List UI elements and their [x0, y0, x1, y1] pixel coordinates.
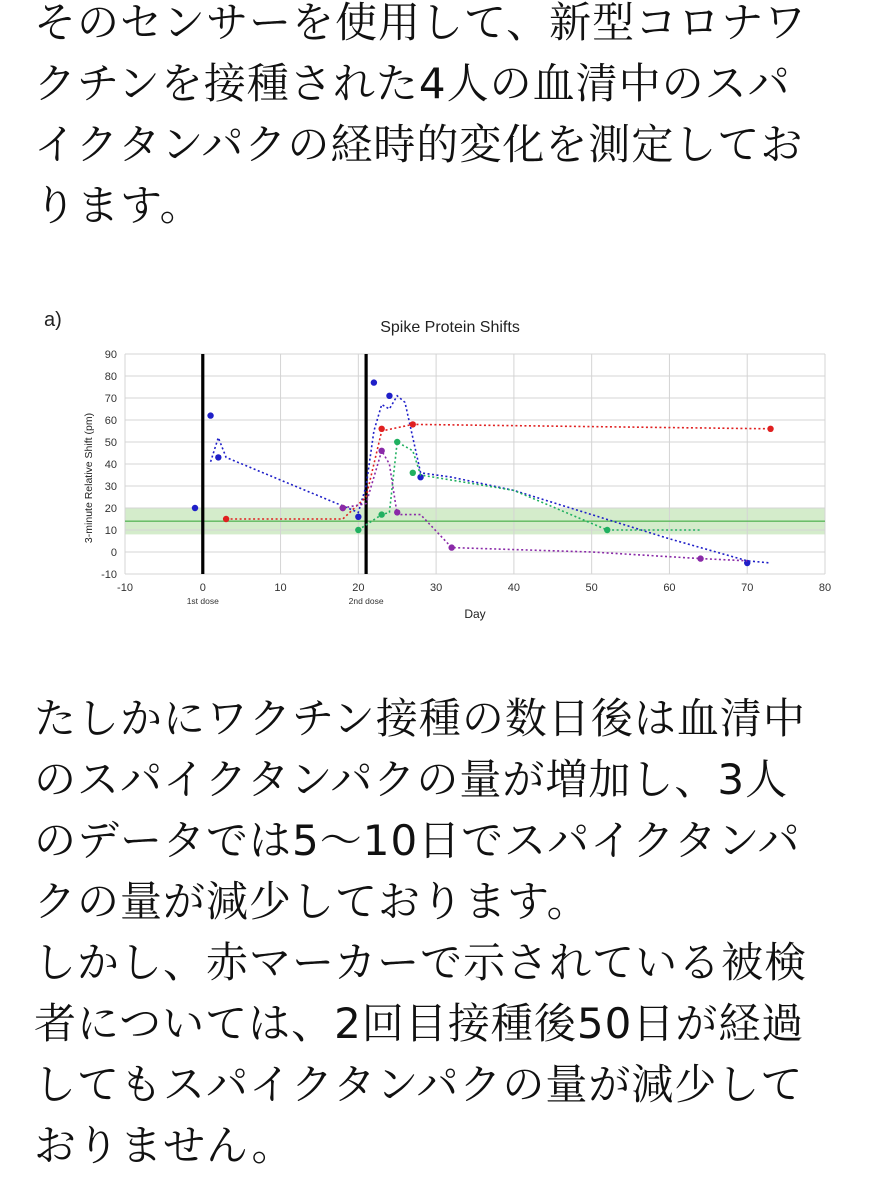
x-tick-label: 0	[199, 582, 206, 594]
data-point	[378, 448, 384, 454]
chart-svg	[30, 296, 840, 636]
text-line: しかし、赤マーカーで示されている被検	[34, 938, 808, 987]
data-point	[340, 505, 346, 511]
text-line: イクタンパクの経時的変化を測定してお	[34, 120, 804, 169]
data-point	[378, 426, 384, 432]
data-point	[192, 505, 198, 511]
series-trend-line	[343, 451, 747, 561]
x-tick-label: 70	[741, 582, 754, 594]
y-tick-label: 20	[104, 503, 117, 515]
data-point	[448, 544, 454, 550]
text-line: のスパイクタンパクの量が増加し、3人	[34, 755, 789, 804]
data-point	[223, 516, 229, 522]
x-tick-label: 30	[429, 582, 443, 594]
data-point	[604, 527, 610, 533]
y-tick-label: 60	[104, 415, 117, 427]
data-point	[215, 454, 221, 460]
chart-title: Spike Protein Shifts	[380, 319, 520, 336]
data-point	[744, 560, 750, 566]
data-point	[410, 421, 416, 427]
text-line: そのセンサーを使用して、新型コロナワ	[34, 0, 808, 47]
text-line: のデータでは5〜10日でスパイクタンパ	[34, 816, 801, 865]
data-point	[394, 509, 400, 515]
dose-label: 2nd dose	[348, 596, 384, 606]
dose-label: 1st dose	[186, 596, 219, 606]
text-line: おりません。	[34, 1121, 295, 1170]
data-point	[378, 511, 384, 517]
y-tick-label: 50	[104, 437, 117, 449]
data-point	[410, 470, 416, 476]
text-line: クチンを接種された4人の血清中のスパ	[34, 59, 791, 108]
x-tick-label: 50	[585, 582, 598, 594]
y-tick-label: 70	[104, 393, 117, 405]
x-tick-label: 20	[352, 582, 365, 594]
x-tick-label: 80	[818, 582, 832, 594]
y-tick-label: 40	[104, 459, 117, 471]
series-trend-line	[226, 424, 771, 519]
y-tick-label: 0	[110, 547, 117, 559]
data-point	[371, 379, 377, 385]
x-tick-label: 40	[507, 582, 521, 594]
intro-paragraph	[34, 0, 854, 236]
discussion-paragraph	[34, 688, 854, 1176]
y-tick-label: 90	[104, 349, 117, 361]
panel-label: a)	[44, 309, 62, 331]
data-point	[394, 439, 400, 445]
series-trend-line	[211, 396, 771, 563]
text-line: たしかにワクチン接種の数日後は血清中	[34, 694, 806, 743]
text-line: クの量が減少しております。	[34, 877, 590, 926]
y-tick-label: 80	[104, 371, 117, 383]
y-tick-label: 30	[104, 481, 117, 493]
data-point	[386, 393, 392, 399]
y-tick-label: -10	[101, 569, 117, 581]
data-point	[207, 412, 213, 418]
data-point	[697, 555, 703, 561]
x-axis-label: Day	[464, 607, 486, 621]
text-line: ります。	[34, 181, 203, 230]
y-tick-label: 10	[104, 525, 117, 537]
x-tick-label: 10	[274, 582, 287, 594]
spike-protein-chart	[30, 296, 840, 636]
text-line: してもスパイクタンパクの量が減少して	[34, 1060, 804, 1109]
plot-area	[101, 349, 831, 606]
x-tick-label: -10	[117, 582, 133, 594]
y-axis-label: 3-minute Relative Shift (pm)	[83, 412, 95, 544]
text-line: 者については、2回目接種後50日が経過	[34, 999, 805, 1048]
x-tick-label: 60	[663, 582, 676, 594]
data-point	[355, 514, 361, 520]
data-point	[355, 527, 361, 533]
data-point	[767, 426, 773, 432]
